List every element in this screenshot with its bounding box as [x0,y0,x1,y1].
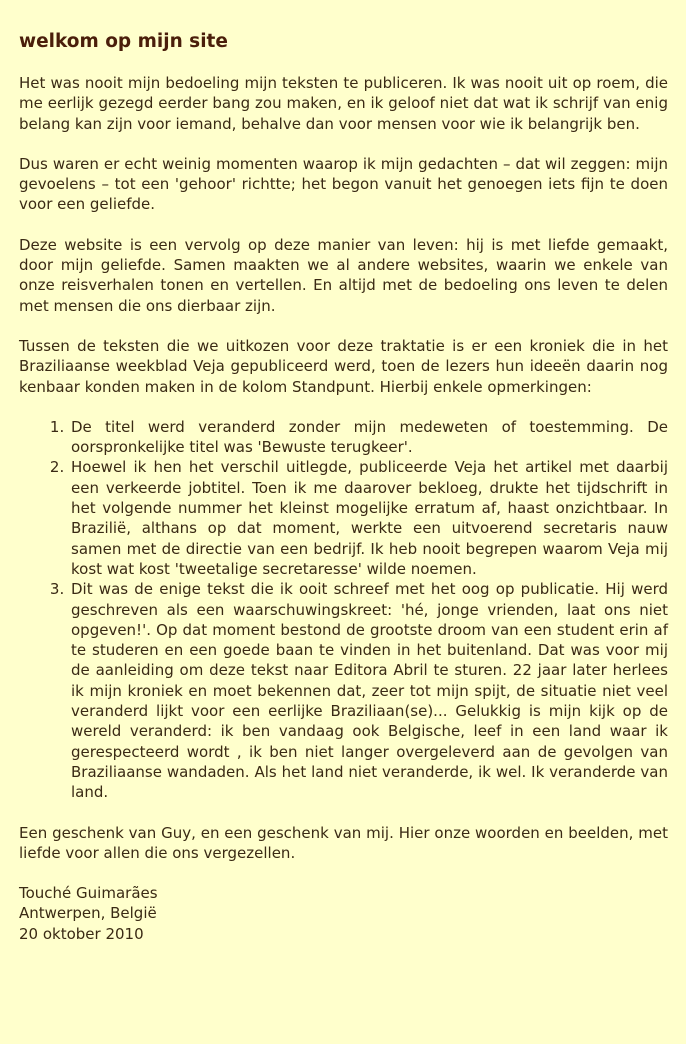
remark-item-1: 1. De titel werd veranderd zonder mijn medeweten of toestemming. De oorspronkelijke titel was 'Bewuste terugkeer'. [69,417,668,458]
kroniek-paragraph: Tussen de teksten die we uitkozen voor deze traktatie is er een kroniek die in het Braziliaanse weekblad Veja gepubliceerd werd, toen de lezers hun ideeën daarin nog kenbaar konden maken in de kolom Standpunt. Hierbij enkele opmerkingen: [19,336,668,396]
thoughts-paragraph: Dus waren er echt weinig momenten waarop ik mijn gedachten – dat wil zeggen: mijn gevoelens – tot een 'gehoor' richtte; het begon vanuit het genoegen iets fijn te doen voor een geliefde. [19,154,668,214]
remarks-list [19,417,668,803]
signature-name: Touché Guimarães [19,884,158,903]
page-title: welkom op mijn site [19,31,228,52]
signature-block [19,883,668,944]
signature-place: Antwerpen, België [19,904,157,923]
remark-item-2: 2. Hoewel ik hen het verschil uitlegde, publiceerde Veja het artikel met daarbij een verkeerde jobtitel. Toen ik me daarover bekloeg, drukte het tijdschrift in het volgende nummer het kleinst mogelijke erratum af, haast onzichtbaar. In Brazilië, althans op dat moment, werkte een uitvoerend secretaris nauw samen met de directie van een bedrijf. Ik heb nooit begrepen waarom Veja mij kost wat kost 'tweetalige secretaresse' wilde noemen. [69,457,668,579]
remark-item-3: 3. Dit was de enige tekst die ik ooit schreef met het oog op publicatie. Hij werd geschreven als een waarschuwingskreet: 'hé, jonge vrienden, laat ons niet opgeven!'. Op dat moment bestond de grootste droom van een student erin af te studeren en een goede baan te vinden in het buitenland. Dat was voor mij de aanleiding om deze tekst naar Editora Abril te sturen. 22 jaar later herlees ik mijn kroniek en moet bekennen dat, zeer tot mijn spijt, de situatie niet veel veranderd lijkt voor een eerlijke Braziliaan(se)... Gelukkig is mijn kijk op de wereld veranderd: ik ben vandaag ook Belgische, leef in een land waar ik gerespecteerd wordt , ik ben niet langer overgeleverd aan de gevolgen van Braziliaanse wandaden. Als het land niet veranderde, ik wel. Ik veranderde van land. [69,579,668,802]
closing-paragraph: Een geschenk van Guy, en een geschenk van mij. Hier onze woorden en beelden, met liefde voor allen die ons vergezellen. [19,823,668,862]
website-paragraph: Deze website is een vervolg op deze manier van leven: hij is met liefde gemaakt, door mijn geliefde. Samen maakten we al andere websites, waarin we enkele van onze reisverhalen tonen en vertellen. En altijd met de bedoeling ons leven te delen met mensen die ons dierbaar zijn. [19,235,668,315]
intro-paragraph: Het was nooit mijn bedoeling mijn teksten te publiceren. Ik was nooit uit op roem, die me eerlijk gezegd eerder bang zou maken, en ik geloof niet dat wat ik schrijf van enig belang kan zijn voor iemand, behalve dan voor mensen voor wie ik belangrijk ben. [19,74,668,133]
signature-date: 20 oktober 2010 [19,924,144,943]
